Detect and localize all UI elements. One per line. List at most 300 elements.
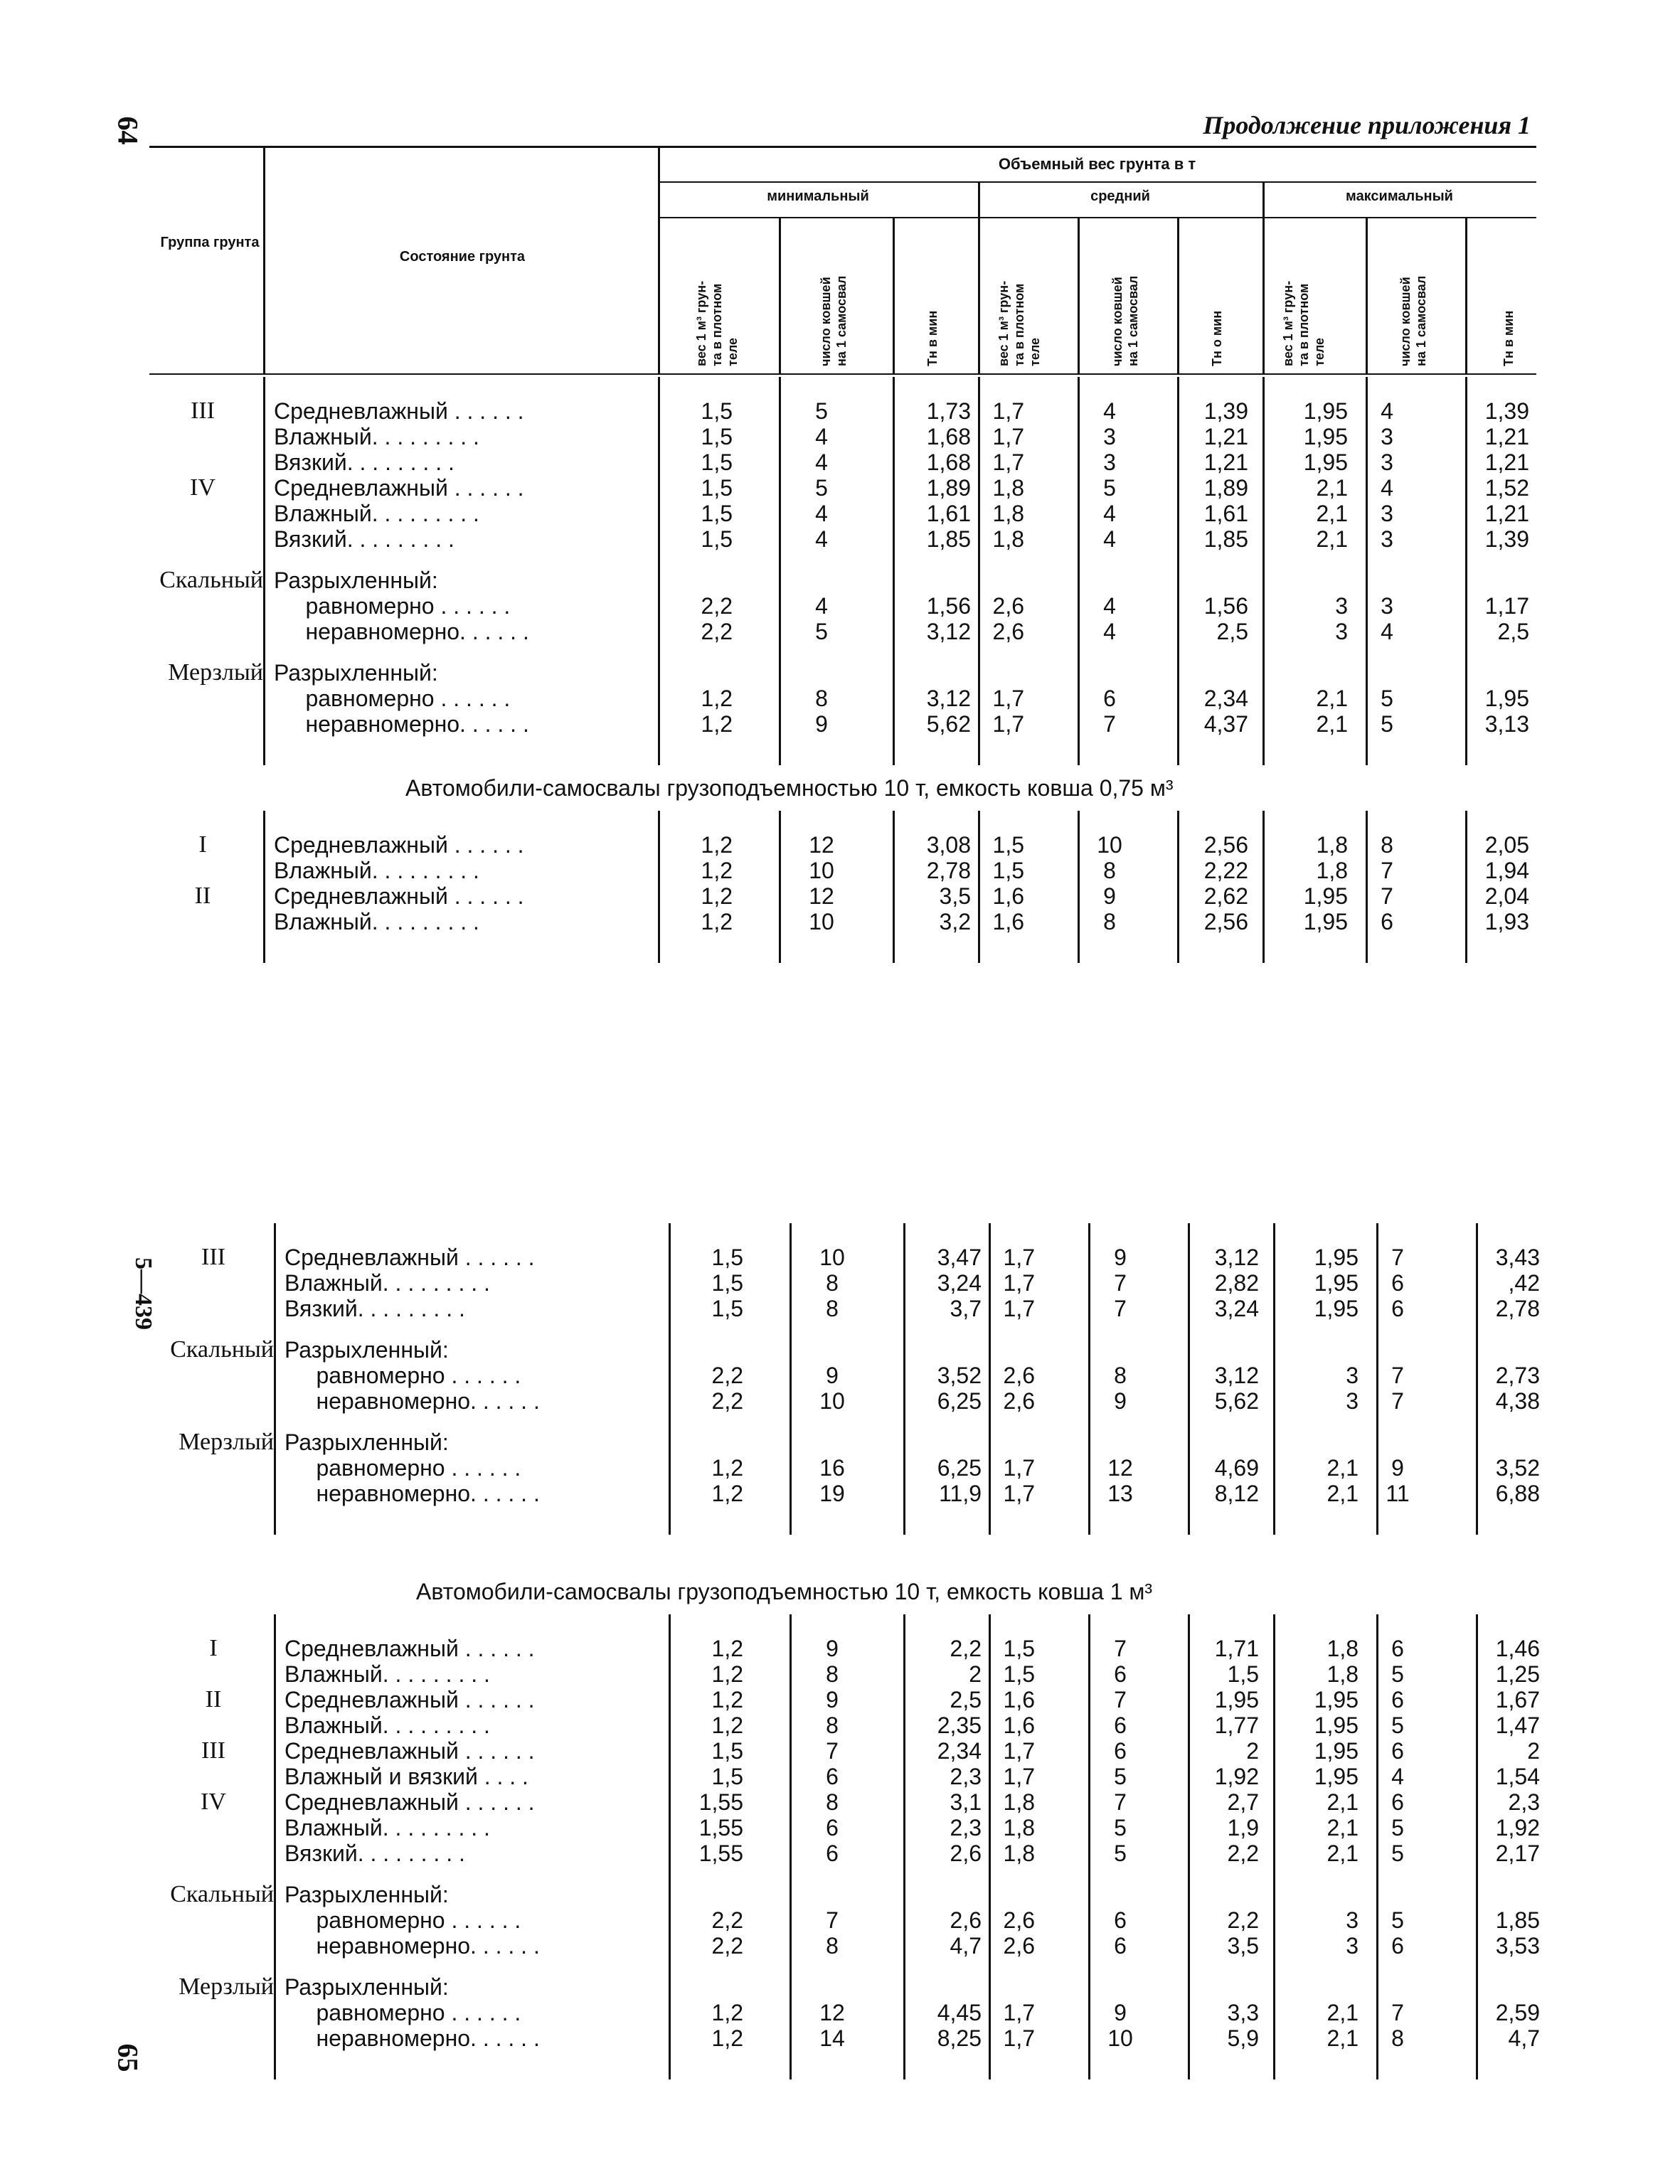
- value-cell: 1,39: [1484, 526, 1529, 552]
- value-cell: 7: [826, 1738, 839, 1764]
- value-cell: 12: [1107, 1455, 1133, 1481]
- value-cell: 5: [815, 475, 828, 501]
- value-cell: 2,1: [1316, 501, 1348, 526]
- state-cell: Средневлажный . . . . . .: [285, 1789, 535, 1815]
- value-cell: 2,2: [711, 1933, 743, 1959]
- value-cell: 2,3: [1508, 1789, 1540, 1815]
- value-cell: 12: [819, 2000, 845, 2025]
- header-min-buckets: число ковшей на 1 самосвал: [819, 275, 849, 366]
- group-cell: [142, 593, 263, 619]
- value-cell: 6: [1391, 1296, 1404, 1321]
- value-cell: 3: [1346, 1363, 1359, 1388]
- value-cell: 3,5: [1227, 1933, 1259, 1959]
- value-cell: 6,88: [1495, 1481, 1540, 1506]
- hdr-vline: [893, 217, 895, 373]
- value-cell: 11,9: [939, 1481, 982, 1506]
- value-cell: 1,7: [992, 711, 1024, 737]
- value-cell: 1,2: [711, 1712, 743, 1738]
- state-cell: Средневлажный . . . . . .: [274, 883, 524, 909]
- state-cell: Разрыхленный:: [274, 568, 438, 593]
- group-cell: II: [205, 1686, 222, 1712]
- value-cell: 1,5: [701, 475, 733, 501]
- value-cell: 4: [1103, 501, 1116, 526]
- state-cell: Средневлажный . . . . . .: [285, 1687, 535, 1712]
- group-cell: [153, 2000, 274, 2025]
- column-rule: [1476, 1223, 1478, 1535]
- value-cell: 1,5: [711, 1296, 743, 1321]
- value-cell: 5: [1391, 1815, 1404, 1841]
- column-rule: [989, 1223, 991, 1535]
- value-cell: 1,7: [1003, 1245, 1035, 1270]
- value-cell: 1,7: [992, 449, 1024, 475]
- group-cell: III: [201, 1244, 225, 1270]
- state-cell: Средневлажный . . . . . .: [285, 1636, 535, 1661]
- group-cell: Скальный: [159, 567, 263, 593]
- group-cell: [153, 1933, 274, 1959]
- value-cell: 8: [1381, 832, 1393, 858]
- group-cell: Мерзлый: [179, 1973, 274, 2000]
- value-cell: 1,85: [1495, 1907, 1540, 1933]
- group-cell: [153, 1363, 274, 1388]
- value-cell: 10: [809, 858, 834, 883]
- value-cell: 1,8: [1003, 1815, 1035, 1841]
- value-cell: 2,2: [701, 593, 733, 619]
- hdr-vline: [779, 217, 781, 373]
- value-cell: 1,95: [1303, 909, 1348, 934]
- column-rule: [790, 1223, 792, 1535]
- value-cell: 5: [1114, 1841, 1127, 1866]
- value-cell: 1,7: [992, 686, 1024, 711]
- group-cell: [153, 1764, 274, 1789]
- value-cell: 6: [826, 1764, 839, 1789]
- value-cell: 5: [1103, 475, 1116, 501]
- value-cell: 1,7: [1003, 1481, 1035, 1506]
- value-cell: 8,12: [1214, 1481, 1259, 1506]
- group-cell: [142, 526, 263, 552]
- value-cell: 7: [1114, 1789, 1127, 1815]
- state-cell: Влажный и вязкий . . . .: [285, 1764, 528, 1789]
- value-cell: 1,56: [926, 593, 971, 619]
- value-cell: 4: [815, 424, 828, 449]
- column-rule: [1262, 377, 1265, 765]
- value-cell: 2,1: [1316, 526, 1348, 552]
- value-cell: 2,22: [1203, 858, 1248, 883]
- value-cell: 6: [1391, 1933, 1404, 1959]
- value-cell: 4,38: [1495, 1388, 1540, 1414]
- state-cell: равномерно . . . . . .: [274, 593, 511, 619]
- group-cell: [153, 1455, 274, 1481]
- value-cell: 1,8: [1327, 1636, 1359, 1661]
- value-cell: 5: [1391, 1712, 1404, 1738]
- value-cell: 5: [1381, 686, 1393, 711]
- value-cell: 1,54: [1495, 1764, 1540, 1789]
- value-cell: 6: [1114, 1907, 1127, 1933]
- group-cell: III: [201, 1737, 225, 1764]
- value-cell: 3,24: [937, 1270, 982, 1296]
- header-max-tn: Tн в мин: [1501, 310, 1516, 366]
- state-cell: неравномерно. . . . . .: [274, 711, 529, 737]
- value-cell: 1,6: [1003, 1712, 1035, 1738]
- value-cell: 3,08: [926, 832, 971, 858]
- value-cell: 7: [1114, 1296, 1127, 1321]
- value-cell: 14: [819, 2025, 845, 2051]
- value-cell: 5: [1381, 711, 1393, 737]
- value-cell: 12: [809, 832, 834, 858]
- value-cell: 7: [826, 1907, 839, 1933]
- group-cell: [142, 858, 263, 883]
- value-cell: 1,2: [711, 1455, 743, 1481]
- value-cell: 5: [815, 398, 828, 424]
- value-cell: 12: [809, 883, 834, 909]
- state-cell: Средневлажный . . . . . .: [274, 398, 524, 424]
- value-cell: 1,9: [1227, 1815, 1259, 1841]
- column-rule: [1177, 811, 1179, 963]
- group-cell: [142, 449, 263, 475]
- value-cell: 9: [1114, 1388, 1127, 1414]
- state-cell: неравномерно. . . . . .: [285, 1481, 540, 1506]
- value-cell: 2: [1527, 1738, 1540, 1764]
- section-caption: Автомобили-самосвалы грузоподъемностью 10 т, емкость ковша 1 м³: [416, 1579, 1153, 1604]
- value-cell: 2: [1246, 1738, 1259, 1764]
- state-cell: Средневлажный . . . . . .: [285, 1245, 535, 1270]
- value-cell: 2,04: [1484, 883, 1529, 909]
- value-cell: 1,61: [926, 501, 971, 526]
- column-rule: [1376, 1223, 1378, 1535]
- group-cell: [142, 424, 263, 449]
- column-rule: [1366, 377, 1368, 765]
- value-cell: 1,55: [698, 1789, 743, 1815]
- value-cell: 8: [826, 1712, 839, 1738]
- value-cell: 1,46: [1495, 1636, 1540, 1661]
- value-cell: 2,1: [1316, 686, 1348, 711]
- value-cell: 3,12: [1214, 1245, 1259, 1270]
- value-cell: 3,53: [1495, 1933, 1540, 1959]
- state-cell: Влажный. . . . . . . . .: [285, 1661, 490, 1687]
- value-cell: 1,52: [1484, 475, 1529, 501]
- value-cell: 4: [1391, 1764, 1404, 1789]
- group-cell: Мерзлый: [168, 659, 263, 686]
- value-cell: 2,1: [1327, 1481, 1359, 1506]
- value-cell: 1,89: [926, 475, 971, 501]
- value-cell: 3,47: [937, 1245, 982, 1270]
- column-rule: [1078, 811, 1080, 963]
- value-cell: 3: [1381, 424, 1393, 449]
- column-rule: [1177, 377, 1179, 765]
- column-rule: [274, 1223, 276, 1535]
- value-cell: 1,7: [1003, 1270, 1035, 1296]
- value-cell: 2,3: [950, 1815, 982, 1841]
- value-cell: 1,5: [701, 398, 733, 424]
- header-weight-title: Объемный вес грунта в т: [998, 155, 1196, 173]
- value-cell: 7: [1381, 883, 1393, 909]
- value-cell: 1,95: [1314, 1270, 1359, 1296]
- header-rule-2: [658, 217, 1536, 218]
- group-cell: [142, 909, 263, 934]
- value-cell: 1,8: [992, 475, 1024, 501]
- value-cell: 2,73: [1495, 1363, 1540, 1388]
- hdr-vline: [1262, 181, 1265, 373]
- value-cell: 4,7: [950, 1933, 982, 1959]
- value-cell: 1,5: [1227, 1661, 1259, 1687]
- value-cell: 7: [1114, 1687, 1127, 1712]
- value-cell: 1,95: [1314, 1764, 1359, 1789]
- value-cell: 2,2: [711, 1363, 743, 1388]
- header-top-rule: [149, 146, 1536, 148]
- value-cell: 3,1: [950, 1789, 982, 1815]
- value-cell: 1,89: [1203, 475, 1248, 501]
- group-cell: [153, 2025, 274, 2051]
- group-cell: IV: [201, 1789, 226, 1815]
- state-cell: Вязкий. . . . . . . . .: [285, 1841, 465, 1866]
- value-cell: 3: [1103, 424, 1116, 449]
- value-cell: 2,34: [937, 1738, 982, 1764]
- value-cell: 3,12: [926, 686, 971, 711]
- column-rule: [893, 811, 895, 963]
- value-cell: 1,6: [1003, 1687, 1035, 1712]
- value-cell: 5: [1114, 1764, 1127, 1789]
- value-cell: 1,95: [1314, 1712, 1359, 1738]
- value-cell: 6: [1114, 1933, 1127, 1959]
- value-cell: 7: [1391, 2000, 1404, 2025]
- value-cell: 4: [815, 449, 828, 475]
- group-cell: III: [191, 398, 215, 424]
- value-cell: 2,1: [1327, 2000, 1359, 2025]
- value-cell: 1,92: [1495, 1815, 1540, 1841]
- value-cell: 4,69: [1214, 1455, 1259, 1481]
- value-cell: 2,35: [937, 1712, 982, 1738]
- value-cell: 2,1: [1327, 2025, 1359, 2051]
- value-cell: 1,8: [992, 501, 1024, 526]
- column-rule: [1366, 811, 1368, 963]
- value-cell: 1,6: [992, 909, 1024, 934]
- hdr-vline: [1177, 217, 1179, 373]
- group-cell: [153, 1481, 274, 1506]
- value-cell: 9: [1114, 1245, 1127, 1270]
- value-cell: 6: [1391, 1270, 1404, 1296]
- header-rule-1: [658, 181, 1536, 183]
- value-cell: 2,2: [701, 619, 733, 644]
- value-cell: 1,6: [992, 883, 1024, 909]
- value-cell: 2,1: [1316, 711, 1348, 737]
- state-cell: Разрыхленный:: [274, 660, 438, 686]
- value-cell: 6: [1114, 1712, 1127, 1738]
- hdr-vline: [1078, 217, 1080, 373]
- value-cell: 1,95: [1303, 398, 1348, 424]
- value-cell: 6: [1114, 1661, 1127, 1687]
- value-cell: 1,71: [1214, 1636, 1259, 1661]
- value-cell: 2,2: [711, 1388, 743, 1414]
- column-rule: [1188, 1223, 1190, 1535]
- value-cell: 4: [815, 526, 828, 552]
- value-cell: 1,21: [1484, 501, 1529, 526]
- value-cell: 1,95: [1214, 1687, 1259, 1712]
- value-cell: 3,52: [1495, 1455, 1540, 1481]
- value-cell: 5,9: [1227, 2025, 1259, 2051]
- value-cell: 2,1: [1327, 1455, 1359, 1481]
- state-cell: Средневлажный . . . . . .: [274, 475, 524, 501]
- value-cell: 1,2: [701, 832, 733, 858]
- value-cell: 5: [1391, 1841, 1404, 1866]
- header-bottom-rule: [149, 373, 1536, 375]
- value-cell: 4: [1103, 526, 1116, 552]
- value-cell: 2,2: [711, 1907, 743, 1933]
- value-cell: 13: [1107, 1481, 1133, 1506]
- value-cell: 2,5: [1497, 619, 1529, 644]
- value-cell: 19: [819, 1481, 845, 1506]
- state-cell: Влажный. . . . . . . . .: [285, 1815, 490, 1841]
- value-cell: 3: [1103, 449, 1116, 475]
- value-cell: 1,95: [1303, 883, 1348, 909]
- column-rule: [1273, 1614, 1275, 2079]
- value-cell: 7: [1391, 1245, 1404, 1270]
- value-cell: 9: [1391, 1455, 1404, 1481]
- value-cell: 2,6: [950, 1841, 982, 1866]
- value-cell: 1,7: [1003, 2025, 1035, 2051]
- group-cell: [153, 1661, 274, 1687]
- value-cell: 1,2: [701, 711, 733, 737]
- state-cell: Влажный. . . . . . . . .: [274, 909, 479, 934]
- value-cell: 8: [826, 1661, 839, 1687]
- value-cell: 4: [1103, 593, 1116, 619]
- header-min: минимальный: [767, 188, 869, 204]
- value-cell: 3: [1346, 1907, 1359, 1933]
- state-cell: Вязкий. . . . . . . . .: [285, 1296, 465, 1321]
- value-cell: 1,77: [1214, 1712, 1259, 1738]
- group-cell: Мерзлый: [179, 1429, 274, 1455]
- value-cell: 2,6: [992, 593, 1024, 619]
- value-cell: 2: [969, 1661, 982, 1687]
- value-cell: 1,95: [1314, 1687, 1359, 1712]
- group-cell: I: [198, 831, 207, 858]
- value-cell: 6: [1103, 686, 1116, 711]
- value-cell: 4: [815, 593, 828, 619]
- value-cell: 10: [819, 1388, 845, 1414]
- state-cell: неравномерно. . . . . .: [274, 619, 529, 644]
- value-cell: 1,2: [711, 2000, 743, 2025]
- value-cell: 1,7: [1003, 2000, 1035, 2025]
- value-cell: 1,2: [701, 909, 733, 934]
- value-cell: 2,5: [1216, 619, 1248, 644]
- value-cell: 2,6: [950, 1907, 982, 1933]
- group-cell: [153, 1815, 274, 1841]
- value-cell: 1,8: [1316, 858, 1348, 883]
- value-cell: 7: [1391, 1363, 1404, 1388]
- value-cell: 1,5: [711, 1245, 743, 1270]
- value-cell: 3,24: [1214, 1296, 1259, 1321]
- group-cell: [153, 1270, 274, 1296]
- value-cell: 1,2: [701, 883, 733, 909]
- group-cell: I: [209, 1635, 218, 1661]
- value-cell: 4: [1103, 398, 1116, 424]
- value-cell: 1,55: [698, 1815, 743, 1841]
- group-cell: [153, 1388, 274, 1414]
- value-cell: 2,1: [1327, 1789, 1359, 1815]
- group-cell: [142, 501, 263, 526]
- column-rule: [790, 1614, 792, 2079]
- state-cell: Вязкий. . . . . . . . .: [274, 526, 454, 552]
- value-cell: 9: [1114, 2000, 1127, 2025]
- value-cell: 1,56: [1203, 593, 1248, 619]
- signature-mark: 5—439: [130, 1257, 156, 1330]
- value-cell: 1,5: [701, 449, 733, 475]
- value-cell: 5: [1114, 1815, 1127, 1841]
- column-rule: [669, 1223, 671, 1535]
- value-cell: 1,8: [1003, 1789, 1035, 1815]
- value-cell: 2,59: [1495, 2000, 1540, 2025]
- column-rule: [1078, 377, 1080, 765]
- value-cell: 6: [1391, 1687, 1404, 1712]
- value-cell: ,42: [1508, 1270, 1540, 1296]
- value-cell: 1,2: [701, 686, 733, 711]
- header-max: максимальный: [1346, 188, 1453, 204]
- value-cell: 2,56: [1203, 909, 1248, 934]
- hdr-vline: [658, 146, 660, 373]
- value-cell: 1,2: [711, 1687, 743, 1712]
- header-mid: средний: [1090, 188, 1150, 204]
- column-rule: [1465, 377, 1467, 765]
- state-cell: равномерно . . . . . .: [285, 1363, 521, 1388]
- value-cell: 7: [1114, 1270, 1127, 1296]
- value-cell: 3: [1381, 593, 1393, 619]
- value-cell: 3: [1335, 593, 1348, 619]
- value-cell: 1,95: [1303, 424, 1348, 449]
- value-cell: 10: [809, 909, 834, 934]
- value-cell: 9: [826, 1363, 839, 1388]
- value-cell: 3,12: [1214, 1363, 1259, 1388]
- column-rule: [893, 377, 895, 765]
- value-cell: 1,85: [926, 526, 971, 552]
- value-cell: 3: [1381, 526, 1393, 552]
- value-cell: 1,2: [711, 2025, 743, 2051]
- value-cell: 2,6: [1003, 1363, 1035, 1388]
- value-cell: 1,7: [1003, 1738, 1035, 1764]
- value-cell: 1,5: [1003, 1661, 1035, 1687]
- value-cell: 1,5: [701, 424, 733, 449]
- value-cell: 1,7: [1003, 1296, 1035, 1321]
- state-cell: Разрыхленный:: [285, 1882, 449, 1907]
- value-cell: 8: [1103, 858, 1116, 883]
- value-cell: 1,61: [1203, 501, 1248, 526]
- column-rule: [1088, 1223, 1090, 1535]
- value-cell: 3,7: [950, 1296, 982, 1321]
- column-rule: [978, 377, 980, 765]
- state-cell: Влажный. . . . . . . . .: [285, 1712, 490, 1738]
- value-cell: 3: [1346, 1933, 1359, 1959]
- value-cell: 1,47: [1495, 1712, 1540, 1738]
- value-cell: 1,95: [1303, 449, 1348, 475]
- state-cell: равномерно . . . . . .: [285, 1907, 521, 1933]
- state-cell: равномерно . . . . . .: [285, 1455, 521, 1481]
- value-cell: 3: [1381, 501, 1393, 526]
- column-rule: [263, 811, 265, 963]
- value-cell: 1,5: [701, 501, 733, 526]
- value-cell: 1,2: [711, 1481, 743, 1506]
- value-cell: 8: [826, 1270, 839, 1296]
- group-cell: IV: [190, 474, 216, 501]
- column-rule: [978, 811, 980, 963]
- value-cell: 1,2: [711, 1661, 743, 1687]
- column-rule: [1088, 1614, 1090, 2079]
- value-cell: 4: [1103, 619, 1116, 644]
- value-cell: 4,37: [1203, 711, 1248, 737]
- value-cell: 2,1: [1327, 1815, 1359, 1841]
- state-cell: Влажный. . . . . . . . .: [285, 1270, 490, 1296]
- value-cell: 1,95: [1314, 1738, 1359, 1764]
- column-rule: [658, 811, 660, 963]
- group-cell: [153, 1907, 274, 1933]
- column-rule: [989, 1614, 991, 2079]
- continuation-title: Продолжение приложения 1: [1203, 111, 1531, 139]
